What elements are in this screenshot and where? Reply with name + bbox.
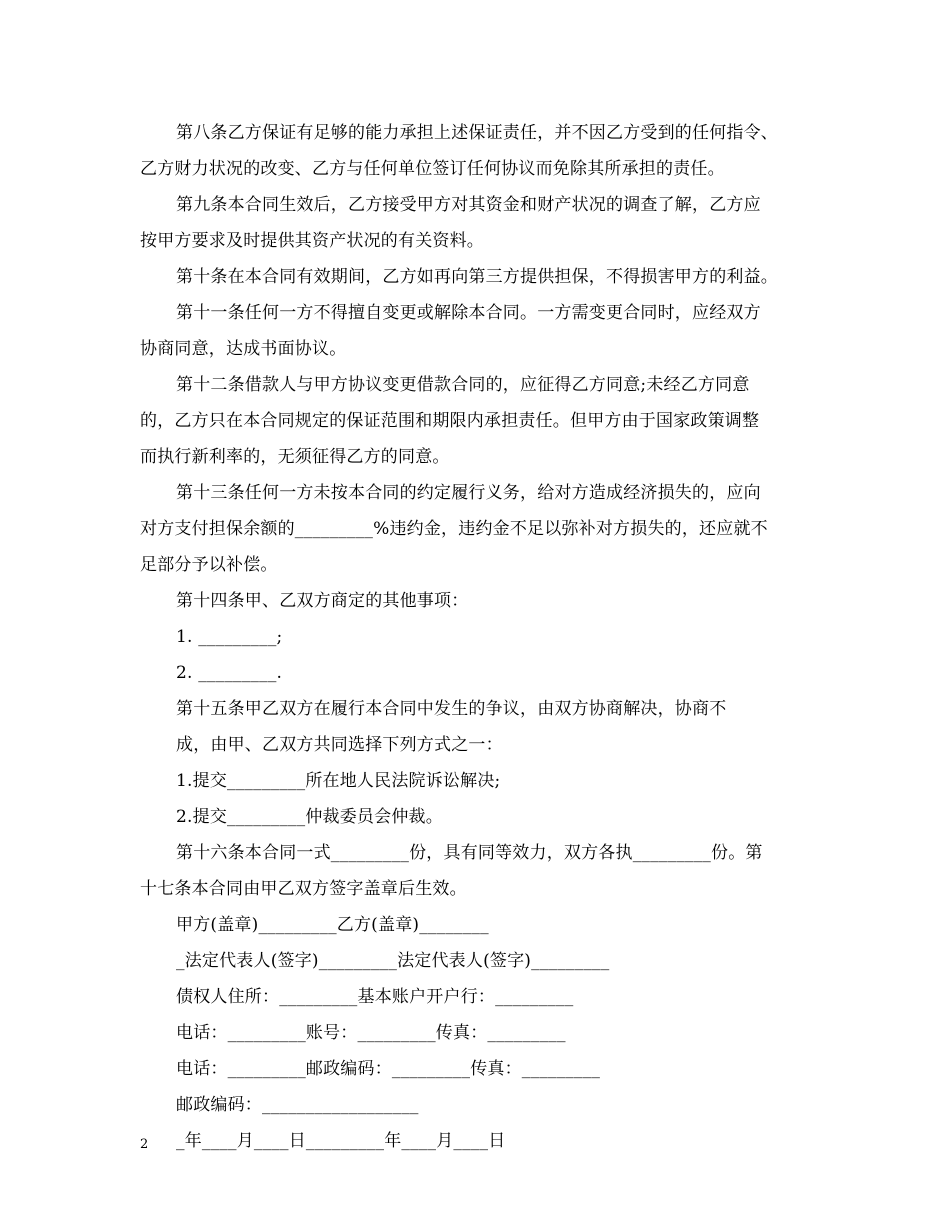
article-14-item-2: 2. _________. <box>176 663 283 683</box>
date-line: _年____月____日_________年____月____日 <box>176 1131 506 1151</box>
article-15-item-2: 2.提交_________仲裁委员会仲裁。 <box>176 807 443 827</box>
article-12-line-2: 的，乙方只在本合同规定的保证范围和期限内承担责任。但甲方由于国家政策调整 <box>140 411 760 431</box>
article-14-item-1: 1. _________; <box>176 627 283 647</box>
article-9-line-2: 按甲方要求及时提供其资产状况的有关资料。 <box>140 231 484 251</box>
article-8-line-1: 第八条乙方保证有足够的能力承担上述保证责任，并不因乙方受到的任何指令、 <box>176 123 778 143</box>
page-number: 2 <box>140 1137 149 1152</box>
signature-representatives-line: _法定代表人(签字)_________法定代表人(签字)_________ <box>176 951 610 971</box>
article-8-line-2: 乙方财力状况的改变、乙方与任何单位签订任何协议而免除其所承担的责任。 <box>140 159 725 179</box>
article-10-line: 第十条在本合同有效期间，乙方如再向第三方提供担保，不得损害甲方的利益。 <box>176 267 778 287</box>
article-15-line-2: 成，由甲、乙双方共同选择下列方式之一： <box>176 735 503 755</box>
article-17-line: 十七条本合同由甲乙双方签字盖章后生效。 <box>140 879 467 899</box>
article-15-line-1: 第十五条甲乙双方在履行本合同中发生的争议，由双方协商解决，协商不 <box>176 699 727 719</box>
article-13-line-1: 第十三条任何一方未按本合同的约定履行义务，给对方造成经济损失的，应向 <box>176 483 761 503</box>
article-12-line-3: 而执行新利率的，无须征得乙方的同意。 <box>140 447 450 467</box>
signature-parties-line: 甲方(盖章)_________乙方(盖章)________ <box>176 915 489 935</box>
article-13-line-2: 对方支付担保余额的_________%违约金，违约金不足以弥补对方损失的，还应就不 <box>140 519 768 539</box>
article-14-line: 第十四条甲、乙双方商定的其他事项： <box>176 591 469 611</box>
article-15-item-1: 1.提交_________所在地人民法院诉讼解决; <box>176 771 501 791</box>
article-13-line-3: 足部分予以补偿。 <box>140 555 278 575</box>
article-16-line-1: 第十六条本合同一式_________份，具有同等效力，双方各执_________份。第 <box>176 843 763 863</box>
phone-postcode-fax-line: 电话：_________邮政编码：_________传真：_________ <box>176 1059 601 1079</box>
article-11-line-1: 第十一条任何一方不得擅自变更或解除本合同。一方需变更合同时，应经双方 <box>176 303 761 323</box>
postcode-line: 邮政编码：__________________ <box>176 1095 419 1115</box>
article-12-line-1: 第十二条借款人与甲方协议变更借款合同的，应征得乙方同意;未经乙方同意 <box>176 375 750 395</box>
phone-account-fax-line: 电话：_________账号：_________传真：_________ <box>176 1023 566 1043</box>
creditor-address-line: 债权人住所：_________基本账户开户行：_________ <box>176 987 574 1007</box>
article-9-line-1: 第九条本合同生效后，乙方接受甲方对其资金和财产状况的调查了解，乙方应 <box>176 195 761 215</box>
article-11-line-2: 协商同意，达成书面协议。 <box>140 339 347 359</box>
